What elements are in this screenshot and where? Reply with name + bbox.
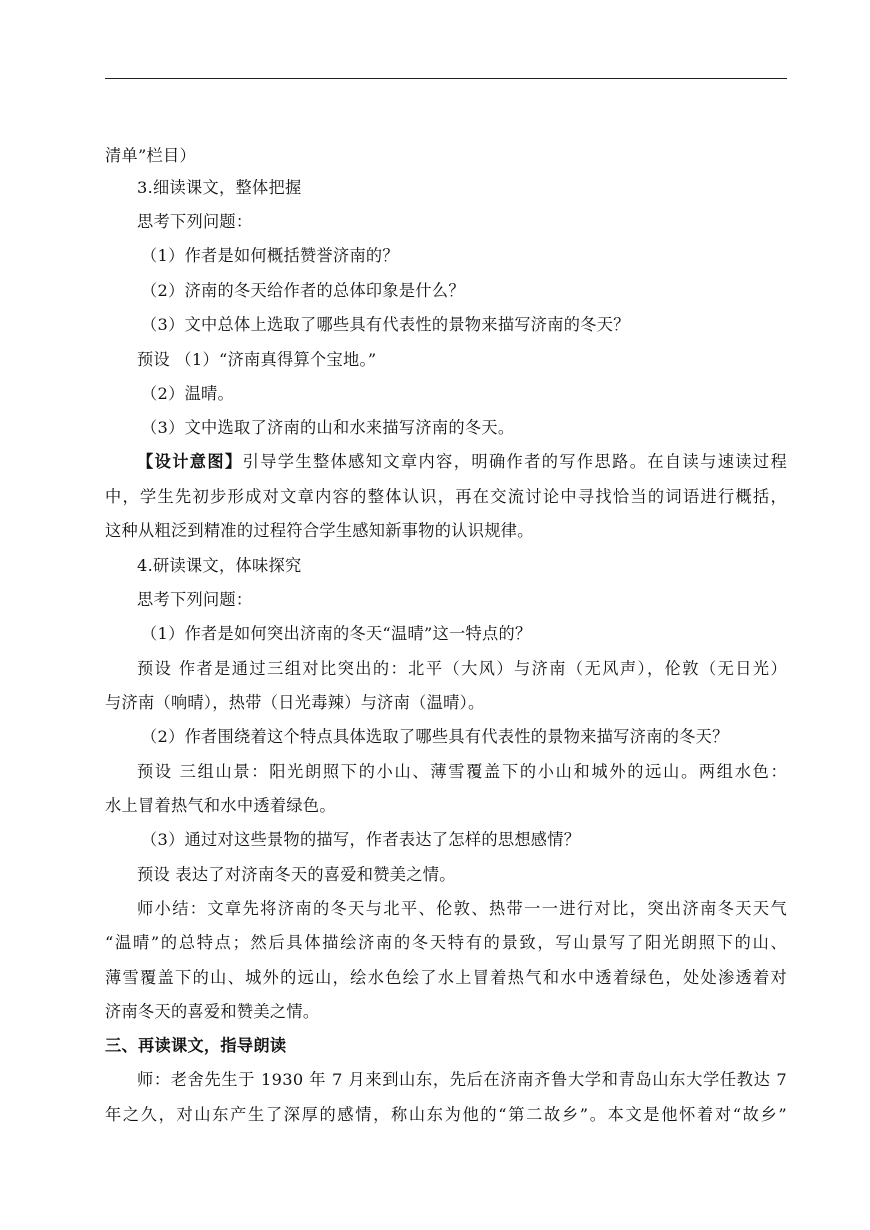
answer-item: 预设 表达了对济南冬天的喜爱和赞美之情。 (137, 865, 456, 884)
question-item: （1）作者是如何突出济南的冬天“温晴”这一特点的？ (141, 624, 532, 643)
chapter-heading: 三、再读课文，指导朗读 (105, 1036, 287, 1055)
design-intent-line: 【设计意图】引导学生整体感知文章内容，明确作者的写作思路。在自读与速读过程 (137, 452, 787, 471)
summary-line: “温晴”的总特点；然后具体描绘济南的冬天特有的景致，写山景写了阳光朗照下的山、 (105, 933, 787, 952)
answer-item: 预设 三组山景：阳光朗照下的小山、薄雪覆盖下的小山和城外的远山。两组水色： (137, 762, 787, 781)
text-line: 思考下列问题： (137, 212, 253, 231)
answer-item: （3）文中选取了济南的山和水来描写济南的冬天。 (141, 418, 515, 437)
answer-item: 预设 作者是通过三组对比突出的：北平（大风）与济南（无风声），伦敦（无日光） (137, 659, 787, 678)
text-line: 思考下列问题： (137, 590, 253, 609)
answer-item: （2）温晴。 (141, 384, 235, 403)
question-item: （2）作者围绕着这个特点具体选取了哪些具有代表性的景物来描写济南的冬天？ (141, 727, 729, 746)
text-line: 年之久，对山东产生了深厚的感情，称山东为他的“第二故乡”。本文是他怀着对“故乡” (105, 1105, 787, 1124)
question-item: （3）通过对这些景物的描写，作者表达了怎样的思想感情？ (141, 830, 581, 849)
text-line: 水上冒着热气和水中透着绿色。 (105, 796, 336, 815)
section-heading: 3.细读课文，整体把握 (137, 178, 302, 197)
section-heading: 4.研读课文，体味探究 (137, 556, 302, 575)
text-line: 与济南（响晴），热带（日光毒辣）与济南（温晴）。 (105, 693, 485, 712)
question-item: （1）作者是如何概括赞誉济南的？ (141, 246, 399, 265)
answer-item: 预设 （1）“济南真得算个宝地。” (137, 350, 377, 369)
header-rule (105, 78, 787, 79)
design-intent-label: 【设计意图】 (137, 452, 243, 471)
text-line: 中，学生先初步形成对文章内容的整体认识，再在交流讨论中寻找恰当的词语进行概括， (105, 487, 787, 506)
summary-line: 薄雪覆盖下的山、城外的远山，绘水色绘了水上冒着热气和水中透着绿色，处处渗透着对 (105, 968, 787, 987)
summary-line: 济南冬天的喜爱和赞美之情。 (105, 1002, 320, 1021)
text-line: 这种从粗泛到精准的过程符合学生感知新事物的认识规律。 (105, 521, 534, 540)
text-line: 清单”栏目） (105, 146, 197, 165)
summary-line: 师小结：文章先将济南的冬天与北平、伦敦、热带一一进行对比，突出济南冬天天气 (137, 899, 787, 918)
text-line: 师：老舍先生于 1930 年 7 月来到山东，先后在济南齐鲁大学和青岛山东大学任教达 7 (137, 1070, 787, 1089)
question-item: （3）文中总体上选取了哪些具有代表性的景物来描写济南的冬天？ (141, 315, 630, 334)
question-item: （2）济南的冬天给作者的总体印象是什么？ (141, 281, 465, 300)
